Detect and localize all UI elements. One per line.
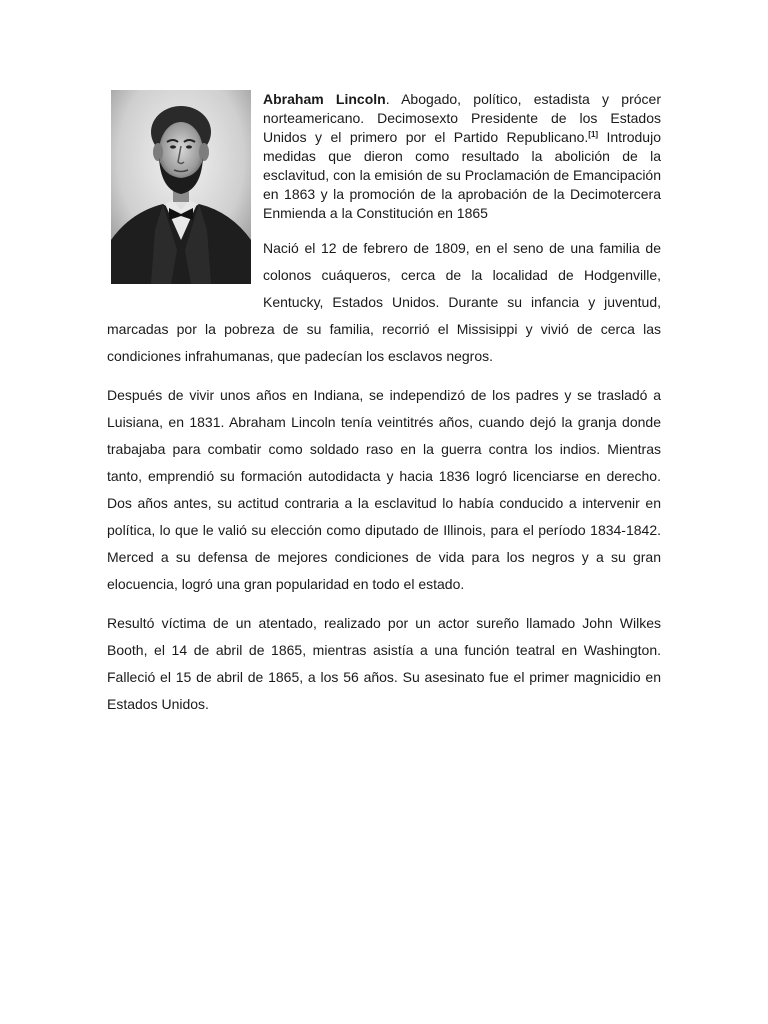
career-paragraph: Después de vivir unos años en Indiana, se independizó de los padres y se trasladó a Luisiana, en 1831. Abraham Lincoln tenía veintitrés años, cuando dejó la granja donde trabajaba para combatir como soldado raso en la guerra contra los indios. Mientras tanto, emprendió su formación autodidacta y hacia 1836 logró licenciarse en derecho. Dos años antes, su actitud contraria a la esclavitud lo había conducido a intervenir en política, lo que le valió su elección como diputado de Illinois, para el período 1834-1842. Merced a su defensa de mejores condiciones de vida para los negros y a su gran elocuencia, logró una gran popularidad en todo el estado. [107, 387, 661, 592]
document-page [107, 90, 661, 718]
birth-paragraph: Nació el 12 de febrero de 1809, en el seno de una familia de colonos cuáqueros, cerca de la localidad de Hodgenville, Kentucky, Estados Unidos. Durante su infancia y juventud, marcadas por la pobreza de su familia, recorrió el Missisippi y vivió de cerca las condiciones infrahumanas, que padecían los esclavos negros. [107, 240, 661, 364]
reference-link[interactable]: [1] [588, 130, 599, 139]
lincoln-name: Abraham Lincoln [263, 91, 386, 107]
death-paragraph: Resultó víctima de un atentado, realizado por un actor sureño llamado John Wilkes Booth, el 14 de abril de 1865, mientras asistía a una función teatral en Washington. Falleció el 15 de abril de 1865, a los 56 años. Su asesinato fue el primer magnicidio en Estados Unidos. [107, 615, 661, 712]
intro-text-a: . Abogado, político, estadista y prócer norteamericano. Decimosexto Presidente de los Estados Unidos y el primero por el Partido Republicano. [263, 91, 661, 145]
intro-text-b: Introdujo medidas que dieron como resultado la abolición de la esclavitud, con la emisión de su Proclamación de Emancipación en 1863 y la promoción de la aprobación de la Decimotercera Enmienda a la Constitución en 1865 [263, 129, 661, 221]
portrait-image [111, 90, 251, 284]
